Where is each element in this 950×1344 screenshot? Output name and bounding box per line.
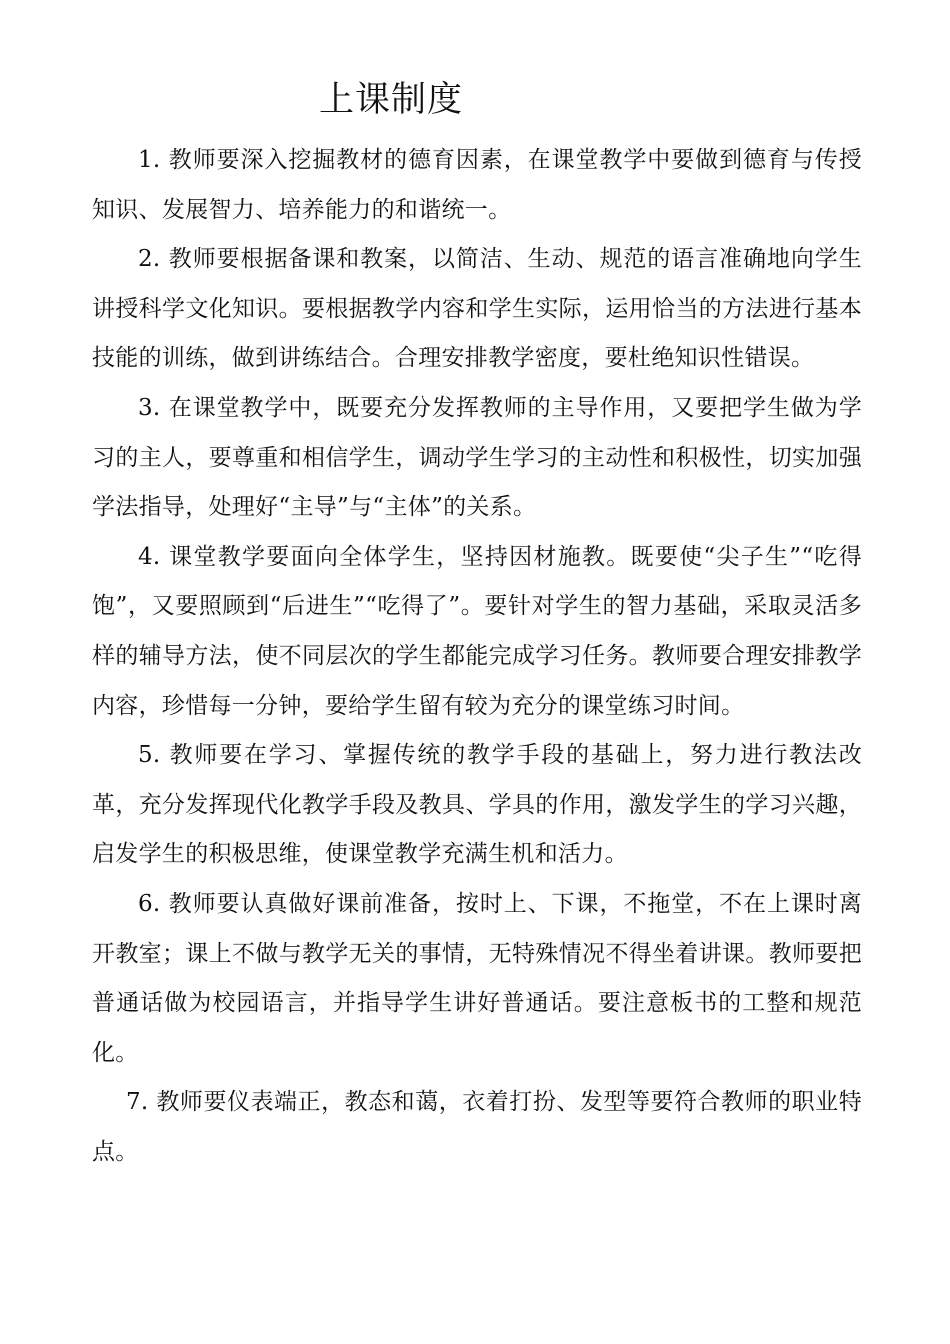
rules-list — [92, 136, 862, 1177]
rule-item: 2. 教师要根据备课和教案，以简洁、生动、规范的语言准确地向学生讲授科学文化知识。要根据教学内容和学生实际，运用恰当的方法进行基本技能的训练，做到讲练结合。合理安排教学密度，要杜绝知识性错误。 — [92, 246, 862, 372]
document-title: 上课制度 — [319, 80, 464, 120]
rule-item: 3. 在课堂教学中，既要充分发挥教师的主导作用，又要把学生做为学习的主人，要尊重和相信学生，调动学生学习的主动性和积极性，切实加强学法指导，处理好“主导”与“主体”的关系。 — [92, 394, 862, 521]
document-page — [92, 74, 862, 1177]
rule-item: 1. 教师要深入挖掘教材的德育因素，在课堂教学中要做到德育与传授知识、发展智力、培养能力的和谐统一。 — [92, 147, 862, 223]
rule-item: 4. 课堂教学要面向全体学生，坚持因材施教。既要使“尖子生”“吃得饱”，又要照顾到“后进生”“吃得了”。要针对学生的智力基础，采取灵活多样的辅导方法，使不同层次的学生都能完成学习任务。教师要合理安排教学内容，珍惜每一分钟，要给学生留有较为充分的课堂练习时间。 — [92, 543, 862, 719]
rule-item: 7. 教师要仪表端正，教态和蔼，衣着打扮、发型等要符合教师的职业特点。 — [92, 1089, 862, 1165]
rule-item: 5. 教师要在学习、掌握传统的教学手段的基础上，努力进行教法改革，充分发挥现代化教学手段及教具、学具的作用，激发学生的学习兴趣，启发学生的积极思维，使课堂教学充满生机和活力。 — [92, 742, 862, 868]
rule-item: 6. 教师要认真做好课前准备，按时上、下课，不拖堂，不在上课时离开教室；课上不做与教学无关的事情，无特殊情况不得坐着讲课。教师要把普通话做为校园语言，并指导学生讲好普通话。要注意板书的工整和规范化。 — [92, 890, 862, 1066]
